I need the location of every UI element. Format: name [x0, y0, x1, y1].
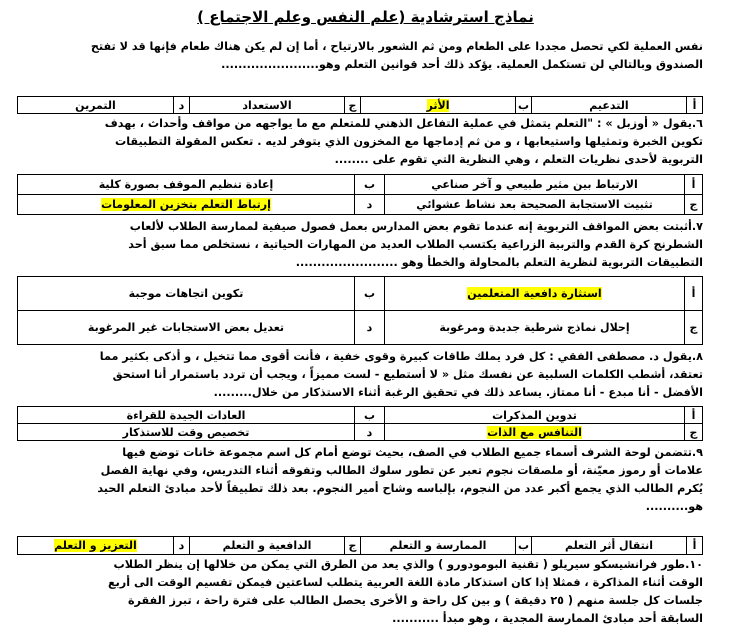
option-text: التدعيم — [532, 97, 687, 114]
option-letter: ج — [685, 311, 703, 345]
option-letter: ب — [355, 175, 385, 195]
question-8-options — [17, 406, 703, 441]
question-5-line-2: الصندوق وبالتالي لن تستكمل العملية. يؤكد ذلك أحد قوانين التعلم وهو....................... — [221, 58, 703, 71]
option-text: إحلال نماذج شرطية جديدة ومرغوبة — [385, 311, 685, 345]
option-text: انتقال أثر التعلم — [532, 537, 687, 555]
option-letter: ج — [345, 97, 361, 114]
option-letter: د — [355, 424, 385, 441]
question-9-line-3: يُكرم الطالب الذي يجمع أكبر عدد من النجوم، بإلباسه وشاح أمير النجوم. بعد ذلك تطبيقاً لأحد مبادئ التعلم الحيد — [97, 482, 703, 495]
option-letter: د — [355, 311, 385, 345]
option-text: الارتباط بين مثير طبيعي و آخر صناعي — [385, 175, 685, 195]
option-text — [361, 97, 516, 114]
option-letter: ج — [685, 195, 703, 215]
option-text: الاستعداد — [190, 97, 345, 114]
question-7-line-2: الشطرنج كرة القدم والتربية الزراعية يكتسب الطلاب العديد من المهارات الحياتية ، نستخلص مما سبق أحد — [128, 238, 703, 251]
option-text: تدوين المذكرات — [385, 407, 685, 424]
option-text: الدافعية و التعلم — [190, 537, 345, 555]
question-8-line-2: تعتقد، أشطب الكلمات السلبية عن نفسك مثل « لا أستطيع - لست مميزاً ، ويجب أن تردد باستمرار أنا استحق — [112, 368, 703, 381]
question-6-line-3: التربوية لأحدى نظريات التعلم ، وهي النظرية التي تقوم على ........ — [334, 153, 703, 166]
option-letter: أ — [687, 537, 703, 555]
highlighted-answer: استثارة دافعية المتعلمين — [467, 287, 602, 300]
option-letter: أ — [685, 277, 703, 311]
option-letter: ج — [345, 537, 361, 555]
option-text: تثبيت الاستجابة الصحيحة بعد نشاط عشوائي — [385, 195, 685, 215]
option-letter: ب — [516, 537, 532, 555]
option-letter: د — [355, 195, 385, 215]
option-text — [385, 277, 685, 311]
option-text: إعادة تنظيم الموقف بصورة كلية — [18, 175, 355, 195]
question-9-line-4: هو.......... — [645, 500, 703, 513]
question-8-text — [18, 348, 703, 402]
question-6-line-1: ٦.يقول « أوزبل » : "التعلم يتمثل في عملية التفاعل الذهني للمتعلم مع ما يواجهه من مواقف وأحداث ، بهدف — [104, 117, 703, 130]
highlighted-answer: التنافس مع الذات — [487, 425, 582, 439]
question-9-text — [18, 444, 703, 516]
option-text — [18, 195, 355, 215]
question-10-text — [18, 556, 703, 628]
option-text: العادات الجيدة للقراءة — [18, 407, 355, 424]
option-text: التمرين — [18, 97, 174, 114]
question-6-options — [17, 174, 703, 215]
question-10-line-3: جلسات كل جلسة منهم ( ٢٥ دقيقة ) و بين كل راحة و الأخرى يحصل الطالب على فترة راحة ، تبرز الفقرة — [127, 594, 703, 607]
question-7-line-1: ٧.أثبتت بعض المواقف التربوية إنه عندما تقوم بعض المدارس بعمل فصول صيفية لممارسة الطلاب لألعاب — [129, 220, 703, 233]
question-9-line-1: ٩.تتضمن لوحة الشرف أسماء جميع الطلاب في الصف، بحيث توضع أمام كل اسم مجموعة خانات توضع فيها — [122, 446, 703, 459]
option-letter: أ — [687, 97, 703, 114]
question-6-text — [18, 115, 703, 169]
highlighted-answer: الأثر — [426, 98, 450, 112]
option-letter: ج — [685, 424, 703, 441]
question-7-line-3: التطبيقات التربوية لنظرية التعلم بالمحاولة والخطأ وهو ........................ — [295, 256, 703, 269]
question-5-line-1: نفس العملية لكي تحصل مجددا على الطعام ومن ثم الشعور بالارتياح ، أما إن لم يكن هناك طعام فإنها قد لا تفتح — [90, 40, 703, 53]
question-9-line-2: علامات أو رموز معيّنة، أو ملصقات نجوم تعبر عن تطور سلوك الطالب وتفوقه أثناء التدريس، وفي نهاية الفصل — [100, 464, 703, 477]
option-text: تكوين اتجاهات موجبة — [18, 277, 355, 311]
question-6-line-2: تكوين الخبرة وتمثيلها واستيعابها ، و من ثم إدماجها مع المخزون الذي يتوفر لديه . تعكس المقولة التطبيقات — [114, 135, 703, 148]
option-text: تعديل بعض الاستجابات غير المرغوبة — [18, 311, 355, 345]
question-10-line-1: ١٠.طور فرانشيسكو سيريلو ( تقنية البومودورو ) والذي يعد من الطرق التي يمكن من خلالها إن ينظر الطلاب — [113, 558, 703, 571]
page-title: نماذج استرشادية (علم النفس وعلم الاجتماع ) — [197, 8, 534, 26]
option-letter: د — [174, 97, 190, 114]
question-8-line-1: ٨.يقول د. مصطفى الفقي : كل فرد يملك طاقات كبيرة وقوى خفية ، فأنت أقوى مما تتخيل ، و أذكى بكثير مما — [99, 350, 703, 363]
question-8-line-3: الأفضل - أنا مبدع - أنا ممتاز. يساعد ذلك في تحقيق الرغبة أثناء الاستذكار من خلال......... — [213, 386, 703, 399]
option-letter: أ — [685, 175, 703, 195]
option-text — [385, 424, 685, 441]
question-10-line-2: الوقت أثناء المذاكرة ، فمثلا إذا كان استذكار مادة اللغة العربية يتطلب لساعتين فيمكن تقسيم الوقت الى أربع — [107, 576, 703, 589]
option-letter: ب — [355, 277, 385, 311]
option-letter: ب — [516, 97, 532, 114]
option-text: الممارسة و التعلم — [361, 537, 516, 555]
option-text — [18, 537, 174, 555]
question-10-line-4: السابقة أحد مبادئ الممارسة المجدية ، وهو مبدأ ........... — [392, 612, 703, 625]
question-5-text — [18, 38, 703, 74]
highlighted-answer: التعزيز و التعلم — [54, 539, 137, 552]
question-7-text — [18, 218, 703, 272]
question-7-options — [17, 276, 703, 345]
option-text: تخصيص وقت للاستذكار — [18, 424, 355, 441]
highlighted-answer: إرتباط التعلم بتخزين المعلومات — [101, 198, 271, 211]
question-9-options — [17, 536, 703, 555]
question-5-options — [17, 96, 703, 114]
option-letter: أ — [685, 407, 703, 424]
option-letter: د — [174, 537, 190, 555]
option-letter: ب — [355, 407, 385, 424]
